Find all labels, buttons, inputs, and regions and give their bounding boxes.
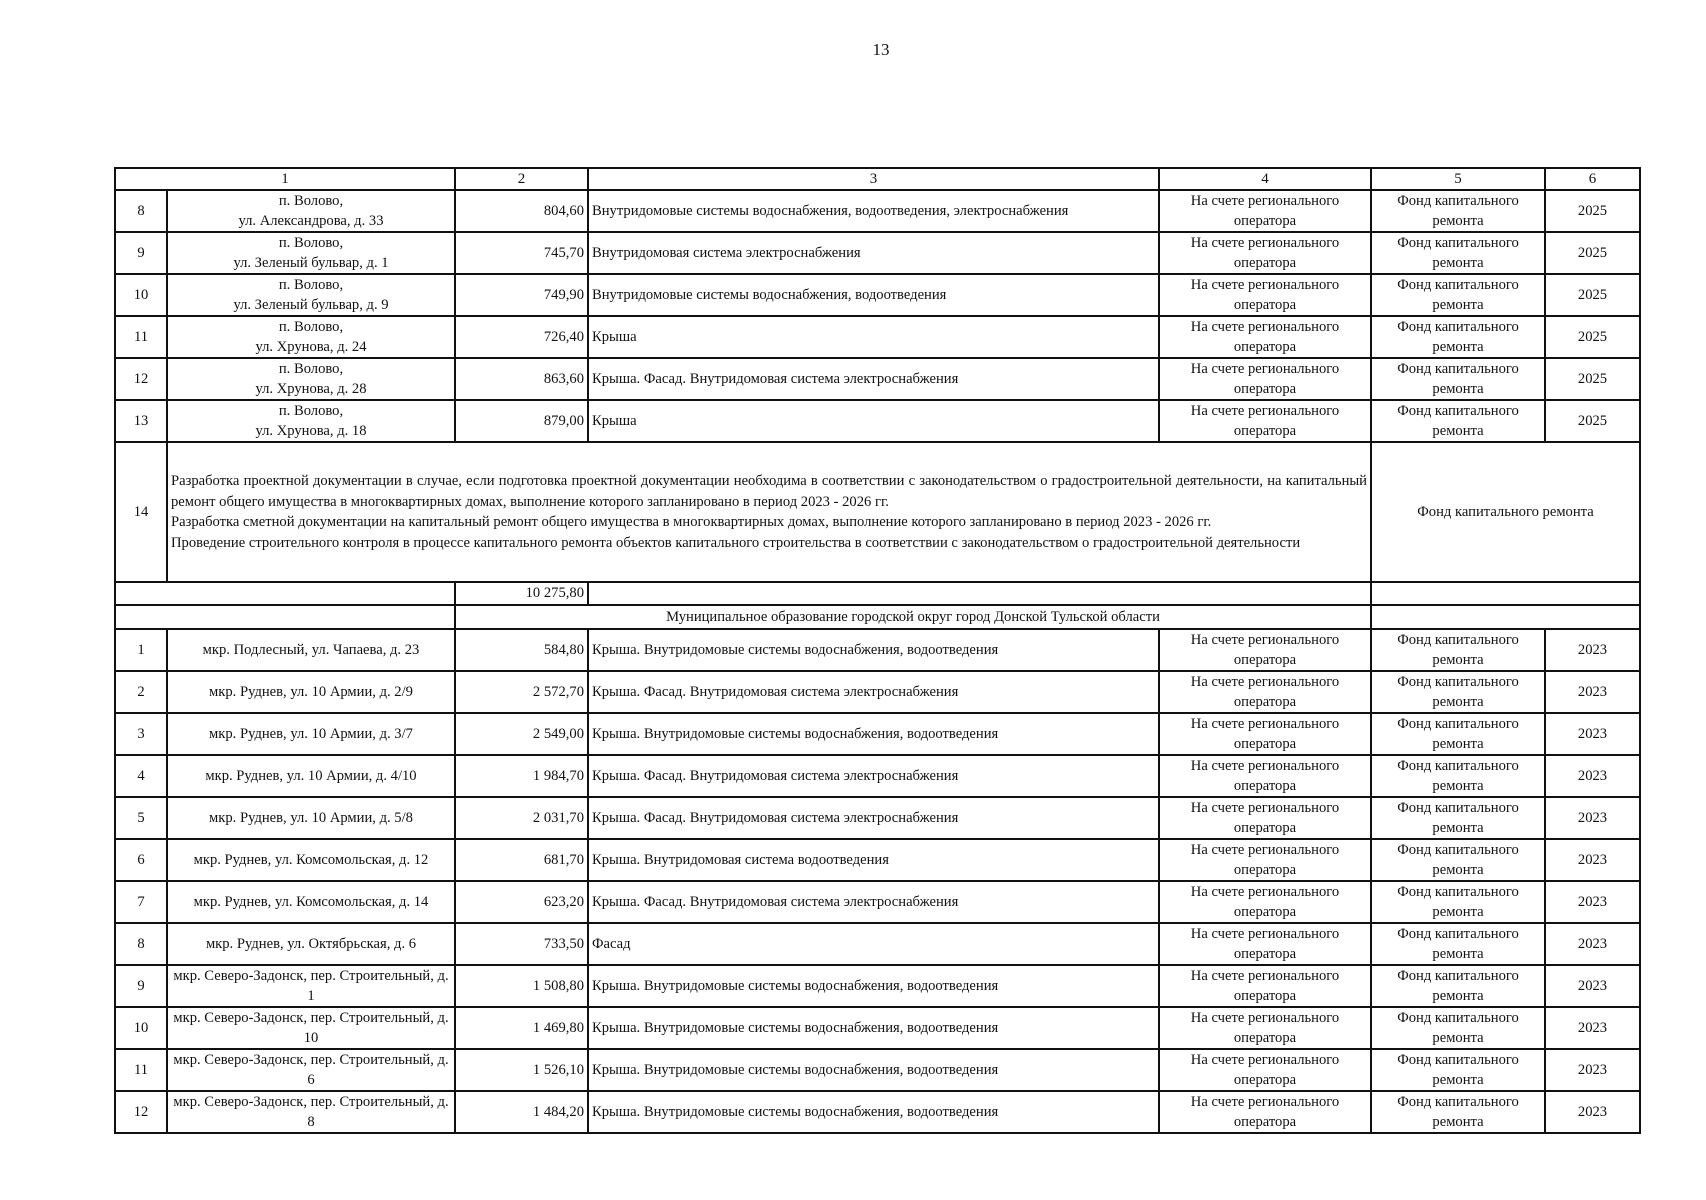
documentation-paragraph: Разработка проектной документации в случае, если подготовка проектной документации необходима в соответствии с законодательством о градостроительной деятельности, на капитальный ремонт общего имущества в многоквартирных домах, выполнение которого запланировано в период 2023 - 2026 гг. [171, 473, 1367, 510]
cost-cell: 863,60 [455, 358, 588, 400]
year-cell: 2023 [1545, 1049, 1640, 1091]
cost-cell: 1 484,20 [455, 1091, 588, 1133]
account-cell-line1: На счете регионального [1190, 632, 1340, 648]
row-number: 10 [115, 1007, 167, 1049]
fund-cell [1375, 966, 1541, 1006]
row-number: 11 [115, 316, 167, 358]
fund-cell-line2: ремонта [1432, 339, 1484, 355]
row-number: 2 [115, 671, 167, 713]
row-number: 5 [115, 797, 167, 839]
fund-cell: Фонд капитального ремонта [1371, 442, 1640, 582]
fund-cell-line2: ремонта [1432, 988, 1484, 1004]
account-cell [1163, 191, 1367, 231]
account-cell-line1: На счете регионального [1190, 1052, 1340, 1068]
fund-cell-line2: ремонта [1432, 820, 1484, 836]
fund-cell-line1: Фонд капитального [1397, 235, 1519, 251]
account-cell [1163, 798, 1367, 838]
cost-cell: 726,40 [455, 316, 588, 358]
address-line2: ул. Хрунова, д. 28 [255, 381, 367, 397]
fund-cell-line1: Фонд капитального [1397, 277, 1519, 293]
account-cell-line1: На счете регионального [1190, 361, 1340, 377]
account-cell-line1: На счете регионального [1190, 758, 1340, 774]
fund-cell-line2: ремонта [1432, 213, 1484, 229]
address-cell: мкр. Руднев, ул. Комсомольская, д. 12 [167, 839, 455, 881]
account-cell-line1: На счете регионального [1190, 1094, 1340, 1110]
address-cell: мкр. Руднев, ул. 10 Армии, д. 5/8 [167, 797, 455, 839]
address-cell: мкр. Северо-Задонск, пер. Строительный, д. 6 [167, 1049, 455, 1091]
row-number: 4 [115, 755, 167, 797]
address-cell: мкр. Северо-Задонск, пер. Строительный, д. 1 [167, 965, 455, 1007]
fund-cell-line2: ремонта [1432, 736, 1484, 752]
table-row-14 [115, 442, 1640, 582]
row-number: 8 [115, 923, 167, 965]
work-type-cell: Крыша. Фасад. Внутридомовая система электроснабжения [588, 755, 1159, 797]
account-cell-line1: На счете регионального [1190, 403, 1340, 419]
table-row [115, 965, 1640, 1007]
account-cell-line2: оператора [1233, 652, 1297, 668]
year-cell: 2023 [1545, 797, 1640, 839]
row-number: 12 [115, 1091, 167, 1133]
account-cell [1163, 233, 1367, 273]
address-cell [167, 400, 455, 442]
year-cell: 2025 [1545, 316, 1640, 358]
address-cell: мкр. Руднев, ул. 10 Армии, д. 2/9 [167, 671, 455, 713]
empty-cell [1371, 582, 1640, 605]
account-cell-line1: На счете регионального [1190, 968, 1340, 984]
row-number: 3 [115, 713, 167, 755]
address-line1: п. Волово, [278, 361, 344, 377]
work-type-cell: Крыша. Фасад. Внутридомовая система электроснабжения [588, 671, 1159, 713]
empty-cell [588, 582, 1371, 605]
cost-cell: 2 572,70 [455, 671, 588, 713]
fund-cell-line1: Фонд капитального [1397, 758, 1519, 774]
table-row [115, 797, 1640, 839]
work-type-cell: Фасад [588, 923, 1159, 965]
address-cell: мкр. Северо-Задонск, пер. Строительный, д. 8 [167, 1091, 455, 1133]
fund-cell-line2: ремонта [1432, 694, 1484, 710]
address-line1: п. Волово, [278, 319, 344, 335]
table-row [115, 316, 1640, 358]
account-cell-line2: оператора [1233, 820, 1297, 836]
account-cell [1163, 1050, 1367, 1090]
work-type-cell: Крыша. Внутридомовые системы водоснабжения, водоотведения [588, 713, 1159, 755]
documentation-paragraph: Проведение строительного контроля в процессе капитального ремонта объектов капитального строительства в соответствии с законодательством о градостроительной деятельности [171, 534, 1301, 551]
table-row [115, 923, 1640, 965]
fund-cell-line1: Фонд капитального [1397, 884, 1519, 900]
row-number: 13 [115, 400, 167, 442]
address-line1: п. Волово, [278, 277, 344, 293]
address-line2: ул. Зеленый бульвар, д. 9 [233, 297, 389, 313]
work-type-cell: Крыша [588, 400, 1159, 442]
account-cell-line2: оператора [1233, 297, 1297, 313]
address-cell: мкр. Руднев, ул. 10 Армии, д. 3/7 [167, 713, 455, 755]
total-cost: 10 275,80 [455, 582, 588, 605]
fund-cell [1375, 191, 1541, 231]
fund-cell [1375, 233, 1541, 273]
account-cell-line2: оператора [1233, 255, 1297, 271]
fund-cell-line1: Фонд капитального [1397, 926, 1519, 942]
fund-cell-line1: Фонд капитального [1397, 800, 1519, 816]
column-number: 5 [1371, 168, 1545, 190]
address-line2: ул. Хрунова, д. 24 [255, 339, 367, 355]
row-number: 6 [115, 839, 167, 881]
account-cell-line1: На счете регионального [1190, 884, 1340, 900]
column-number: 3 [588, 168, 1159, 190]
fund-cell-line1: Фонд капитального [1397, 1052, 1519, 1068]
fund-cell-line2: ремонта [1432, 946, 1484, 962]
address-cell: мкр. Подлесный, ул. Чапаева, д. 23 [167, 629, 455, 671]
account-cell-line2: оператора [1233, 946, 1297, 962]
column-number: 4 [1159, 168, 1371, 190]
fund-cell [1375, 798, 1541, 838]
account-cell [1163, 882, 1367, 922]
fund-cell [1375, 840, 1541, 880]
row-number: 14 [115, 442, 167, 582]
address-cell [167, 316, 455, 358]
address-line1: п. Волово, [278, 403, 344, 419]
account-cell [1163, 359, 1367, 399]
account-cell-line1: На счете регионального [1190, 716, 1340, 732]
year-cell: 2023 [1545, 713, 1640, 755]
fund-cell-line1: Фонд капитального [1397, 632, 1519, 648]
fund-cell [1375, 672, 1541, 712]
account-cell [1163, 401, 1367, 441]
row-number: 9 [115, 965, 167, 1007]
work-type-cell: Крыша. Внутридомовые системы водоснабжения, водоотведения [588, 1091, 1159, 1133]
work-type-cell: Внутридомовая система электроснабжения [588, 232, 1159, 274]
work-type-cell: Крыша. Внутридомовые системы водоснабжения, водоотведения [588, 629, 1159, 671]
repair-schedule-table [114, 167, 1641, 1134]
fund-cell [1375, 1008, 1541, 1048]
fund-cell [1375, 630, 1541, 670]
cost-cell: 584,80 [455, 629, 588, 671]
account-cell-line2: оператора [1233, 339, 1297, 355]
account-cell-line1: На счете регионального [1190, 926, 1340, 942]
row-number: 12 [115, 358, 167, 400]
row-number: 10 [115, 274, 167, 316]
page-number: 13 [872, 40, 890, 59]
account-cell-line2: оператора [1233, 988, 1297, 1004]
table-row [115, 755, 1640, 797]
account-cell-line2: оператора [1233, 862, 1297, 878]
fund-cell [1375, 359, 1541, 399]
fund-cell [1375, 714, 1541, 754]
year-cell: 2025 [1545, 232, 1640, 274]
account-cell [1163, 672, 1367, 712]
account-cell-line2: оператора [1233, 904, 1297, 920]
year-cell: 2023 [1545, 755, 1640, 797]
table-row [115, 358, 1640, 400]
year-cell: 2023 [1545, 839, 1640, 881]
work-type-cell: Внутридомовые системы водоснабжения, водоотведения [588, 274, 1159, 316]
table-row [115, 629, 1640, 671]
row-number: 1 [115, 629, 167, 671]
column-number: 2 [455, 168, 588, 190]
municipality-title: Муниципальное образование городской округ город Донской Тульской области [455, 605, 1371, 629]
account-cell-line1: На счете регионального [1190, 1010, 1340, 1026]
fund-cell-line2: ремонта [1432, 423, 1484, 439]
row-number: 9 [115, 232, 167, 274]
fund-cell [1375, 317, 1541, 357]
column-number-row [115, 168, 1640, 190]
account-cell [1163, 275, 1367, 315]
fund-cell-line1: Фонд капитального [1397, 716, 1519, 732]
fund-cell-line1: Фонд капитального [1397, 403, 1519, 419]
row-number: 7 [115, 881, 167, 923]
table-row [115, 1007, 1640, 1049]
fund-cell-line1: Фонд капитального [1397, 361, 1519, 377]
municipality-row [115, 605, 1640, 629]
account-cell-line1: На счете регионального [1190, 235, 1340, 251]
account-cell [1163, 924, 1367, 964]
cost-cell: 2 031,70 [455, 797, 588, 839]
year-cell: 2023 [1545, 629, 1640, 671]
fund-cell-line1: Фонд капитального [1397, 1094, 1519, 1110]
account-cell [1163, 840, 1367, 880]
cost-cell: 1 469,80 [455, 1007, 588, 1049]
fund-cell-line1: Фонд капитального [1397, 1010, 1519, 1026]
cost-cell: 879,00 [455, 400, 588, 442]
fund-cell-line2: ремонта [1432, 1030, 1484, 1046]
work-type-cell: Крыша. Фасад. Внутридомовая система электроснабжения [588, 797, 1159, 839]
account-cell-line1: На счете регионального [1190, 277, 1340, 293]
column-number: 6 [1545, 168, 1640, 190]
cost-cell: 804,60 [455, 190, 588, 232]
year-cell: 2023 [1545, 671, 1640, 713]
account-cell-line2: оператора [1233, 1114, 1297, 1130]
documentation-paragraph: Разработка сметной документации на капитальный ремонт общего имущества в многоквартирных домах, выполнение которого запланировано в период 2023 - 2026 гг. [171, 514, 1212, 530]
address-cell [167, 232, 455, 274]
fund-cell-line2: ремонта [1432, 904, 1484, 920]
address-cell: мкр. Северо-Задонск, пер. Строительный, д. 10 [167, 1007, 455, 1049]
year-cell: 2025 [1545, 400, 1640, 442]
address-cell [167, 358, 455, 400]
cost-cell: 2 549,00 [455, 713, 588, 755]
account-cell-line2: оператора [1233, 736, 1297, 752]
year-cell: 2025 [1545, 358, 1640, 400]
fund-cell [1375, 1050, 1541, 1090]
table-row [115, 1049, 1640, 1091]
year-cell: 2023 [1545, 881, 1640, 923]
year-cell: 2023 [1545, 1091, 1640, 1133]
account-cell-line2: оператора [1233, 694, 1297, 710]
fund-cell-line1: Фонд капитального [1397, 319, 1519, 335]
fund-cell-line2: ремонта [1432, 862, 1484, 878]
account-cell-line1: На счете регионального [1190, 800, 1340, 816]
cost-cell: 749,90 [455, 274, 588, 316]
fund-cell-line2: ремонта [1432, 381, 1484, 397]
total-row [115, 582, 1640, 605]
account-cell-line2: оператора [1233, 381, 1297, 397]
cost-cell: 681,70 [455, 839, 588, 881]
work-type-cell: Крыша. Фасад. Внутридомовая система электроснабжения [588, 881, 1159, 923]
year-cell: 2023 [1545, 1007, 1640, 1049]
table-row [115, 881, 1640, 923]
cost-cell: 733,50 [455, 923, 588, 965]
empty-cell [1371, 605, 1640, 629]
address-cell [167, 274, 455, 316]
column-number: 1 [115, 168, 455, 190]
address-cell: мкр. Руднев, ул. 10 Армии, д. 4/10 [167, 755, 455, 797]
address-cell [167, 190, 455, 232]
fund-cell [1375, 924, 1541, 964]
fund-cell [1375, 275, 1541, 315]
total-label-cell [115, 582, 455, 605]
cost-cell: 1 984,70 [455, 755, 588, 797]
work-type-cell: Крыша. Фасад. Внутридомовая система электроснабжения [588, 358, 1159, 400]
fund-cell-line2: ремонта [1432, 255, 1484, 271]
table-row [115, 1091, 1640, 1133]
address-line2: ул. Хрунова, д. 18 [255, 423, 367, 439]
address-line2: ул. Зеленый бульвар, д. 1 [233, 255, 389, 271]
documentation-text-cell [167, 442, 1371, 582]
address-cell: мкр. Руднев, ул. Комсомольская, д. 14 [167, 881, 455, 923]
table-row [115, 713, 1640, 755]
fund-cell [1375, 1092, 1541, 1132]
fund-cell-line2: ремонта [1432, 778, 1484, 794]
fund-cell [1375, 756, 1541, 796]
table-row [115, 839, 1640, 881]
fund-cell-line2: ремонта [1432, 297, 1484, 313]
fund-cell [1375, 882, 1541, 922]
year-cell: 2023 [1545, 923, 1640, 965]
work-type-cell: Крыша. Внутридомовые системы водоснабжения, водоотведения [588, 965, 1159, 1007]
fund-cell-line1: Фонд капитального [1397, 193, 1519, 209]
cost-cell: 623,20 [455, 881, 588, 923]
work-type-cell: Крыша. Внутридомовая система водоотведения [588, 839, 1159, 881]
address-line2: ул. Александрова, д. 33 [238, 213, 384, 229]
work-type-cell: Крыша. Внутридомовые системы водоснабжения, водоотведения [588, 1049, 1159, 1091]
account-cell-line1: На счете регионального [1190, 193, 1340, 209]
year-cell: 2023 [1545, 965, 1640, 1007]
account-cell [1163, 630, 1367, 670]
year-cell: 2025 [1545, 274, 1640, 316]
fund-cell-line1: Фонд капитального [1397, 674, 1519, 690]
account-cell-line2: оператора [1233, 423, 1297, 439]
table-row [115, 671, 1640, 713]
work-type-cell: Крыша [588, 316, 1159, 358]
account-cell [1163, 1008, 1367, 1048]
work-type-cell: Внутридомовые системы водоснабжения, водоотведения, электроснабжения [588, 190, 1159, 232]
fund-cell [1375, 401, 1541, 441]
empty-cell [115, 605, 455, 629]
account-cell-line1: На счете регионального [1190, 319, 1340, 335]
account-cell [1163, 756, 1367, 796]
account-cell-line1: На счете регионального [1190, 674, 1340, 690]
account-cell-line2: оператора [1233, 1030, 1297, 1046]
table-row [115, 190, 1640, 232]
account-cell [1163, 317, 1367, 357]
row-number: 11 [115, 1049, 167, 1091]
work-type-cell: Крыша. Внутридомовые системы водоснабжения, водоотведения [588, 1007, 1159, 1049]
table-row [115, 232, 1640, 274]
fund-cell-line1: Фонд капитального [1397, 968, 1519, 984]
fund-cell-line1: Фонд капитального [1397, 842, 1519, 858]
fund-cell-line2: ремонта [1432, 1114, 1484, 1130]
table-row [115, 400, 1640, 442]
account-cell [1163, 966, 1367, 1006]
address-line1: п. Волово, [278, 235, 344, 251]
table-row [115, 274, 1640, 316]
account-cell-line1: На счете регионального [1190, 842, 1340, 858]
fund-cell-line2: ремонта [1432, 652, 1484, 668]
address-cell: мкр. Руднев, ул. Октябрьская, д. 6 [167, 923, 455, 965]
row-number: 8 [115, 190, 167, 232]
account-cell-line2: оператора [1233, 778, 1297, 794]
cost-cell: 745,70 [455, 232, 588, 274]
cost-cell: 1 526,10 [455, 1049, 588, 1091]
cost-cell: 1 508,80 [455, 965, 588, 1007]
account-cell [1163, 1092, 1367, 1132]
address-line1: п. Волово, [278, 193, 344, 209]
fund-cell-line2: ремонта [1432, 1072, 1484, 1088]
account-cell-line2: оператора [1233, 213, 1297, 229]
account-cell [1163, 714, 1367, 754]
account-cell-line2: оператора [1233, 1072, 1297, 1088]
year-cell: 2025 [1545, 190, 1640, 232]
